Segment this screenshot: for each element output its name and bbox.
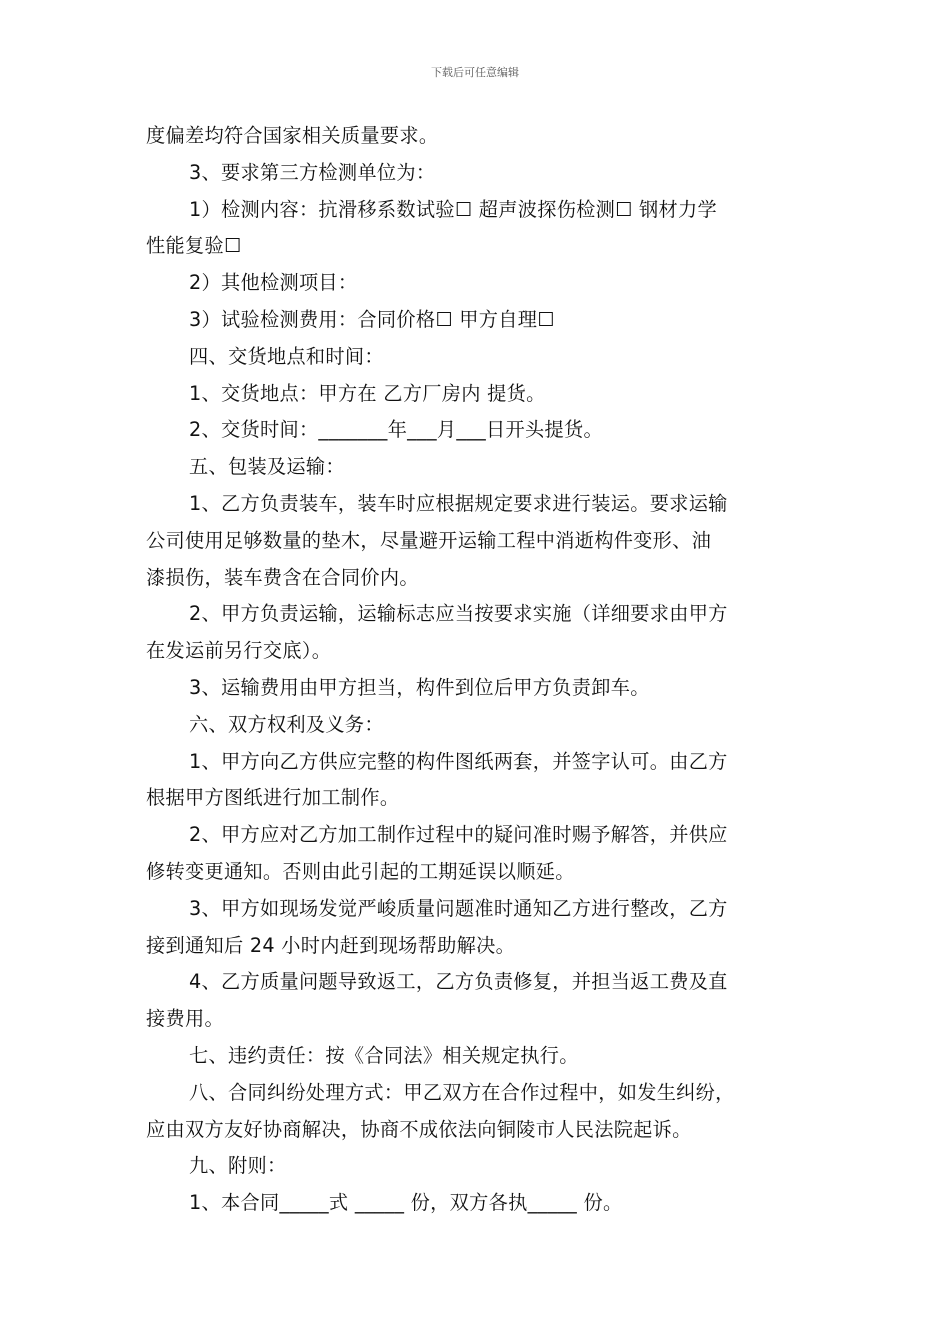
text-line: 2、甲方负责运输，运输标志应当按要求实施（详细要求由甲方	[189, 602, 728, 626]
text-line: 度偏差均符合国家相关质量要求。	[146, 124, 439, 147]
text-line: 四、交货地点和时间：	[189, 344, 384, 368]
document-body	[146, 118, 826, 1222]
text-line: 根据甲方图纸进行加工制作。	[146, 786, 400, 810]
text-line: 2、甲方应对乙方加工制作过程中的疑问准时赐予解答，并供应	[189, 823, 728, 847]
text-line: 修转变更通知。否则由此引起的工期延误以顺延。	[146, 859, 575, 883]
text-line: 在发运前另行交底）。	[146, 639, 332, 663]
text-line: 3、甲方如现场发觉严峻质量问题准时通知乙方进行整改，乙方	[189, 896, 728, 920]
text-line: 六、双方权利及义务：	[189, 712, 384, 736]
text-line: 3、运输费用由甲方担当，构件到位后甲方负责卸车。	[189, 675, 650, 699]
text-line: 1、乙方负责装车，装车时应根据规定要求进行装运。要求运输	[189, 491, 728, 515]
page-header: 下载后可任意编辑	[431, 66, 519, 79]
text-line: 九、附则：	[189, 1154, 287, 1178]
text-line: 应由双方友好协商解决，协商不成依法向铜陵市人民法院起诉。	[146, 1117, 692, 1141]
text-line: 2）其他检测项目：	[189, 271, 358, 295]
text-line: 性能复验☐	[146, 234, 242, 258]
text-line: 接到通知后 24 小时内赶到现场帮助解决。	[146, 933, 516, 957]
text-line: 接费用。	[146, 1007, 224, 1031]
text-line: 七、违约责任：按《合同法》相关规定执行。	[189, 1043, 579, 1067]
text-line: 八、合同纠纷处理方式：甲乙双方在合作过程中，如发生纠纷，	[189, 1080, 735, 1104]
text-line: 1、甲方向乙方供应完整的构件图纸两套，并签字认可。由乙方	[189, 749, 728, 773]
text-line: 1、本合同_____式 _____ 份，双方各执_____ 份。	[189, 1191, 623, 1215]
text-line: 五、包装及运输：	[189, 455, 345, 479]
text-line: 公司使用足够数量的垫木，尽量避开运输工程中消逝构件变形、油	[146, 528, 712, 552]
text-line: 1）检测内容：抗滑移系数试验☐ 超声波探伤检测☐ 钢材力学	[189, 197, 718, 221]
text-line: 4、乙方质量问题导致返工，乙方负责修复，并担当返工费及直	[189, 970, 728, 994]
text-line: 漆损伤，装车费含在合同价内。	[146, 565, 419, 589]
text-line: 1、交货地点：甲方在 乙方厂房内 提货。	[189, 381, 546, 405]
text-line: 3、要求第三方检测单位为：	[189, 160, 436, 184]
text-line: 3）试验检测费用：合同价格☐ 甲方自理☐	[189, 307, 555, 331]
text-line: 2、交货时间：_______年___月___日开头提货。	[189, 418, 603, 442]
